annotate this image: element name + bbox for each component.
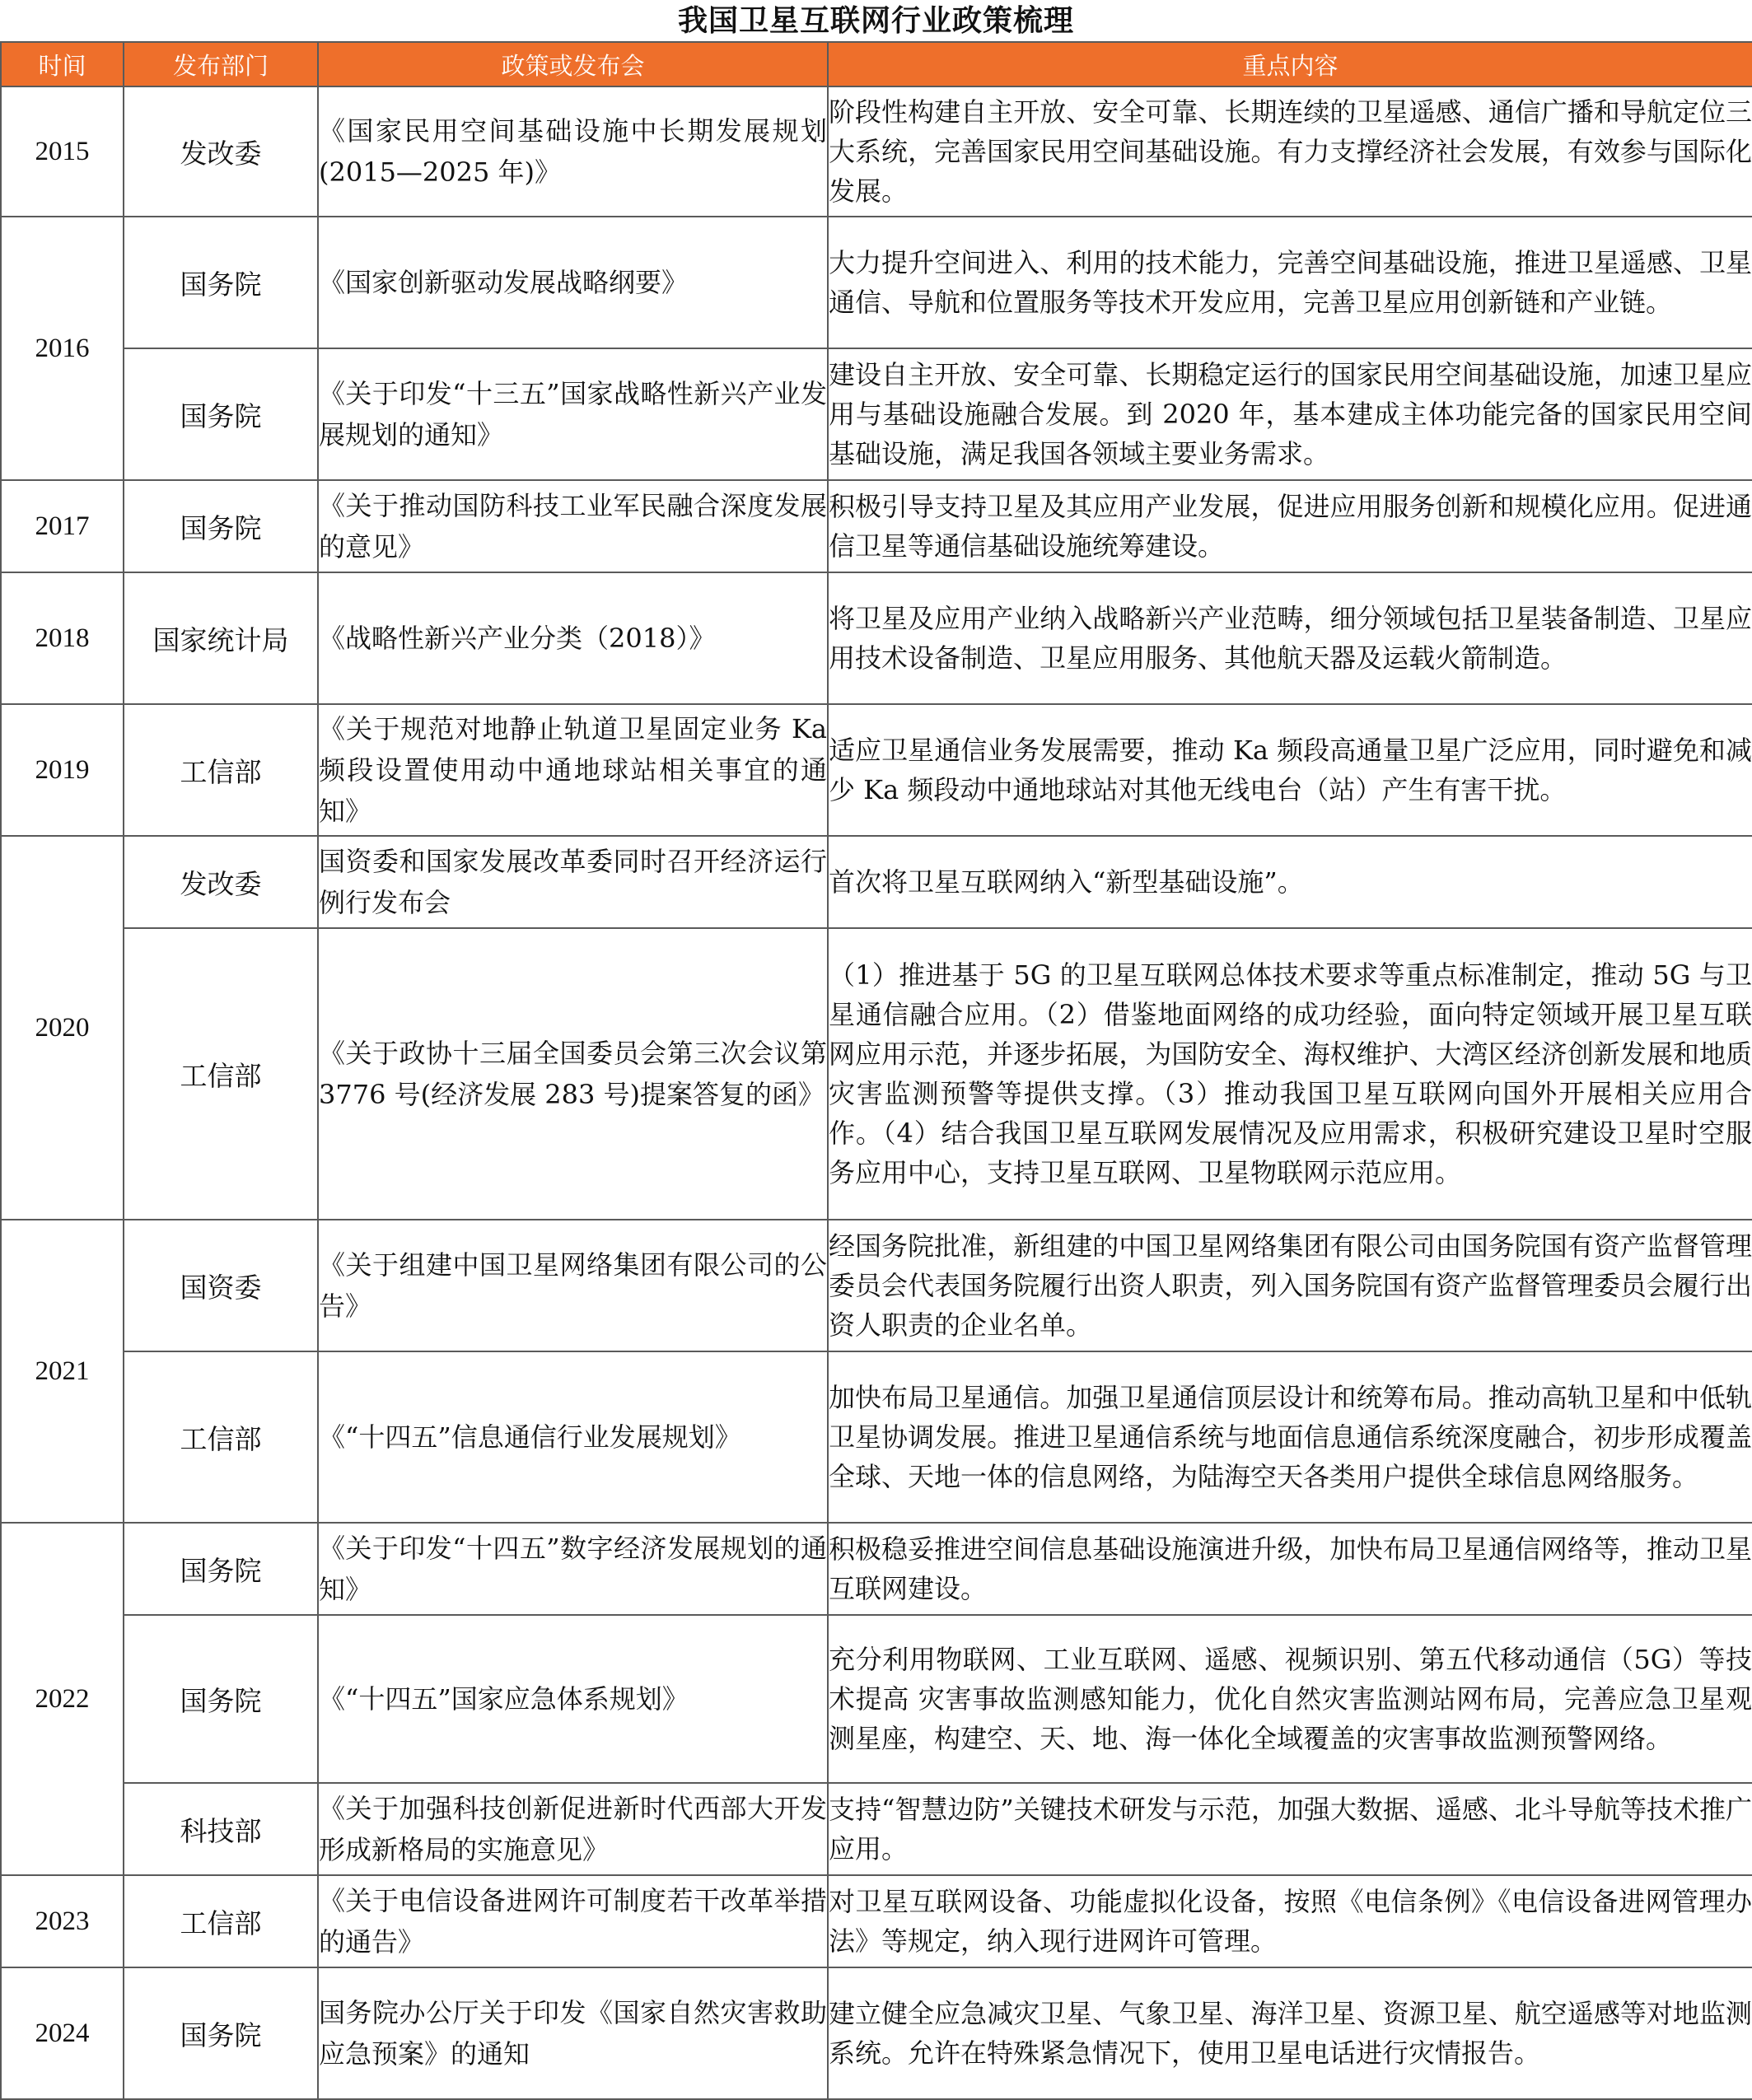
- table-row: [1, 572, 1752, 704]
- table-row: [1, 704, 1752, 836]
- policy-cell: 《关于政协十三届全国委员会第三次会议第 3776 号(经济发展 283 号)提案答复的函》: [318, 928, 828, 1220]
- table-row: [1, 836, 1752, 928]
- header-time: 时间: [1, 42, 124, 86]
- department-cell: 发改委: [124, 836, 318, 928]
- department-cell: 工信部: [124, 1351, 318, 1523]
- content-cell: 首次将卫星互联网纳入“新型基础设施”。: [828, 836, 1752, 928]
- department-cell: 国家统计局: [124, 572, 318, 704]
- table-row: [1, 1783, 1752, 1875]
- department-cell: 国务院: [124, 1615, 318, 1783]
- content-cell: （1）推进基于 5G 的卫星互联网总体技术要求等重点标准制定，推动 5G 与卫星通信融合应用。（2）借鉴地面网络的成功经验，面向特定领域开展卫星互联网应用示范，并逐步拓展，为国防安全、海权维护、大湾区经济创新发展和地质灾害监测预警等提供支撑。（3）推动我国卫星互联网向国外开展相关应用合作。（4）结合我国卫星互联网发展情况及应用需求，积极研究建设卫星时空服务应用中心，支持卫星互联网、卫星物联网示范应用。: [828, 928, 1752, 1220]
- table-row: [1, 348, 1752, 480]
- header-content: 重点内容: [828, 42, 1752, 86]
- content-cell: 阶段性构建自主开放、安全可靠、长期连续的卫星遥感、通信广播和导航定位三大系统，完善国家民用空间基础设施。有力支撑经济社会发展，有效参与国际化发展。: [828, 86, 1752, 217]
- table-row: [1, 928, 1752, 1220]
- table-row: [1, 1615, 1752, 1783]
- policy-cell: 国资委和国家发展改革委同时召开经济运行例行发布会: [318, 836, 828, 928]
- policy-cell: 《关于电信设备进网许可制度若干改革举措的通告》: [318, 1875, 828, 1967]
- page-title: 我国卫星互联网行业政策梳理: [677, 3, 1074, 38]
- table-header-row: [1, 42, 1752, 86]
- table-row: [1, 1523, 1752, 1615]
- content-cell: 适应卫星通信业务发展需要，推动 Ka 频段高通量卫星广泛应用，同时避免和减少 Ka 频段动中通地球站对其他无线电台（站）产生有害干扰。: [828, 704, 1752, 836]
- content-cell: 经国务院批准，新组建的中国卫星网络集团有限公司由国务院国有资产监督管理委员会代表国务院履行出资人职责，列入国务院国有资产监督管理委员会履行出资人职责的企业名单。: [828, 1220, 1752, 1351]
- department-cell: 国务院: [124, 480, 318, 572]
- content-cell: 建设自主开放、安全可靠、长期稳定运行的国家民用空间基础设施，加速卫星应用与基础设施融合发展。到 2020 年，基本建成主体功能完备的国家民用空间基础设施，满足我国各领域主要业务需求。: [828, 348, 1752, 480]
- policy-cell: 《国家民用空间基础设施中长期发展规划(2015—2025 年)》: [318, 86, 828, 217]
- department-cell: 国务院: [124, 348, 318, 480]
- table-row: [1, 86, 1752, 217]
- content-cell: 加快布局卫星通信。加强卫星通信顶层设计和统筹布局。推动高轨卫星和中低轨卫星协调发展。推进卫星通信系统与地面信息通信系统深度融合，初步形成覆盖全球、天地一体的信息网络，为陆海空天各类用户提供全球信息网络服务。: [828, 1351, 1752, 1523]
- content-cell: 大力提升空间进入、利用的技术能力，完善空间基础设施，推进卫星遥感、卫星通信、导航和位置服务等技术开发应用，完善卫星应用创新链和产业链。: [828, 217, 1752, 348]
- department-cell: 科技部: [124, 1783, 318, 1875]
- department-cell: 工信部: [124, 928, 318, 1220]
- content-cell: 充分利用物联网、工业互联网、遥感、视频识别、第五代移动通信（5G）等技术提高 灾害事故监测感知能力，优化自然灾害监测站网布局，完善应急卫星观测星座，构建空、天、地、海一体化全域覆盖的灾害事故监测预警网络。: [828, 1615, 1752, 1783]
- department-cell: 国资委: [124, 1220, 318, 1351]
- department-cell: 工信部: [124, 704, 318, 836]
- policy-cell: 《“十四五”国家应急体系规划》: [318, 1615, 828, 1783]
- policy-table: [0, 41, 1752, 2100]
- content-cell: 支持“智慧边防”关键技术研发与示范，加强大数据、遥感、北斗导航等技术推广应用。: [828, 1783, 1752, 1875]
- content-cell: 建立健全应急减灾卫星、气象卫星、海洋卫星、资源卫星、航空遥感等对地监测系统。允许在特殊紧急情况下，使用卫星电话进行灾情报告。: [828, 1967, 1752, 2099]
- department-cell: 发改委: [124, 86, 318, 217]
- policy-cell: 《国家创新驱动发展战略纲要》: [318, 217, 828, 348]
- year-cell: 2023: [1, 1875, 124, 1967]
- policy-cell: 国务院办公厅关于印发《国家自然灾害救助应急预案》的通知: [318, 1967, 828, 2099]
- policy-cell: 《关于组建中国卫星网络集团有限公司的公告》: [318, 1220, 828, 1351]
- table-row: [1, 1351, 1752, 1523]
- header-department: 发布部门: [124, 42, 318, 86]
- department-cell: 国务院: [124, 1523, 318, 1615]
- policy-cell: 《“十四五”信息通信行业发展规划》: [318, 1351, 828, 1523]
- year-cell: 2019: [1, 704, 124, 836]
- policy-cell: 《战略性新兴产业分类（2018）》: [318, 572, 828, 704]
- department-cell: 工信部: [124, 1875, 318, 1967]
- table-row: [1, 1220, 1752, 1351]
- year-cell: 2018: [1, 572, 124, 704]
- content-cell: 积极引导支持卫星及其应用产业发展，促进应用服务创新和规模化应用。促进通信卫星等通信基础设施统筹建设。: [828, 480, 1752, 572]
- header-policy: 政策或发布会: [318, 42, 828, 86]
- year-cell: 2017: [1, 480, 124, 572]
- year-cell: 2022: [1, 1523, 124, 1875]
- year-cell: 2020: [1, 836, 124, 1220]
- policy-cell: 《关于印发“十三五”国家战略性新兴产业发展规划的通知》: [318, 348, 828, 480]
- table-row: [1, 1875, 1752, 1967]
- policy-cell: 《关于规范对地静止轨道卫星固定业务 Ka 频段设置使用动中通地球站相关事宜的通知》: [318, 704, 828, 836]
- policy-cell: 《关于推动国防科技工业军民融合深度发展的意见》: [318, 480, 828, 572]
- year-cell: 2024: [1, 1967, 124, 2099]
- year-cell: 2016: [1, 217, 124, 480]
- content-cell: 对卫星互联网设备、功能虚拟化设备，按照《电信条例》《电信设备进网管理办法》等规定，纳入现行进网许可管理。: [828, 1875, 1752, 1967]
- department-cell: 国务院: [124, 217, 318, 348]
- table-row: [1, 1967, 1752, 2099]
- table-row: [1, 217, 1752, 348]
- year-cell: 2015: [1, 86, 124, 217]
- year-cell: 2021: [1, 1220, 124, 1523]
- policy-cell: 《关于印发“十四五”数字经济发展规划的通知》: [318, 1523, 828, 1615]
- content-cell: 将卫星及应用产业纳入战略新兴产业范畴，细分领域包括卫星装备制造、卫星应用技术设备制造、卫星应用服务、其他航天器及运载火箭制造。: [828, 572, 1752, 704]
- policy-cell: 《关于加强科技创新促进新时代西部大开发形成新格局的实施意见》: [318, 1783, 828, 1875]
- department-cell: 国务院: [124, 1967, 318, 2099]
- content-cell: 积极稳妥推进空间信息基础设施演进升级，加快布局卫星通信网络等，推动卫星互联网建设。: [828, 1523, 1752, 1615]
- table-row: [1, 480, 1752, 572]
